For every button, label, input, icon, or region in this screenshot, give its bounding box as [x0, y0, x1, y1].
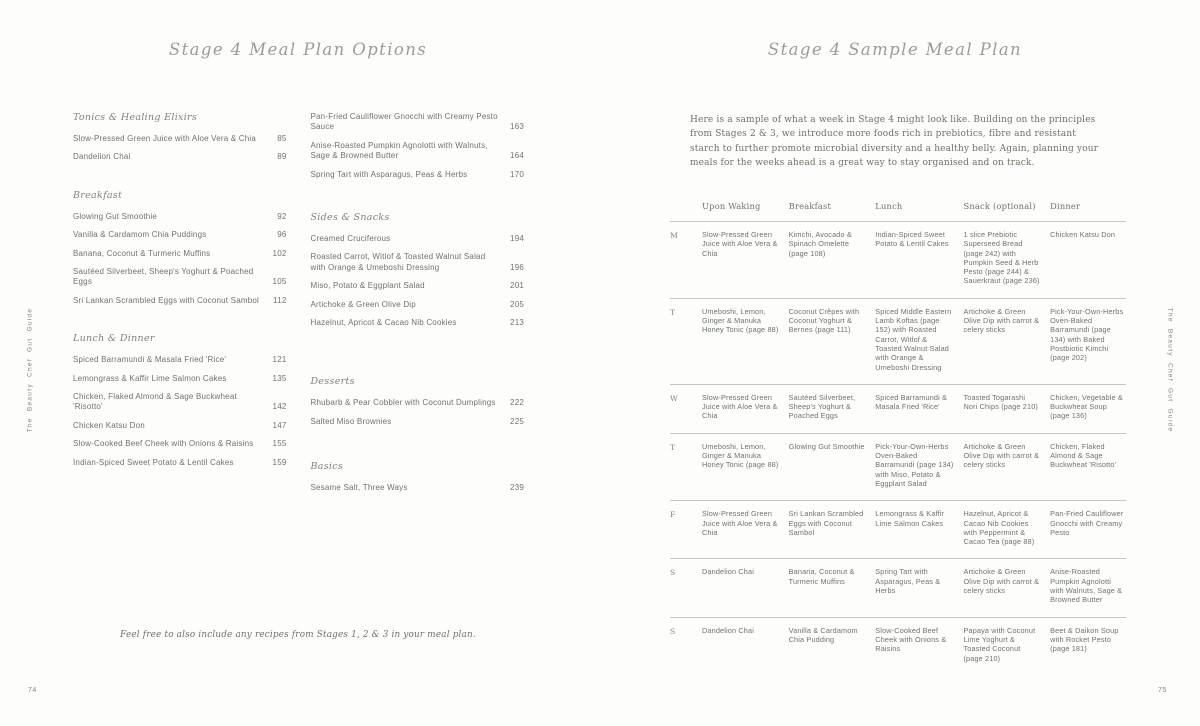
meal-cell: Dandelion Chai: [702, 625, 754, 635]
menu-item-name: Hazelnut, Apricot & Cacao Nib Cookies: [310, 318, 457, 328]
day-label: M: [670, 231, 678, 240]
footer-note: Feel free to also include any recipes from Stages 1, 2 & 3 in your meal plan.: [120, 630, 476, 640]
meal-cell: Artichoke & Green Olive Dip with carrot & celery sticks: [963, 306, 1040, 335]
meal-cell: Pick-Your-Own-Herbs Oven-Baked Barramundi (page 134) with Miso, Potato & Eggplant Salad: [875, 441, 954, 488]
day-label: T: [670, 307, 676, 317]
menu-item-name: Salted Miso Brownies: [310, 416, 392, 426]
menu-item-name: Sesame Salt, Three Ways: [310, 483, 408, 493]
menu-item-page-number: 170: [510, 169, 524, 179]
day-label: S: [670, 626, 676, 636]
section-heading: Desserts: [310, 376, 355, 388]
meal-cell: Banana, Coconut & Turmeric Muffins: [788, 567, 855, 586]
running-title-right: The Beauty Chef Gut Guide: [1166, 307, 1174, 433]
menu-item-page-number: 147: [272, 420, 287, 430]
menu-item-name: Dandelion Chai: [73, 152, 131, 162]
menu-item-page-number: 205: [510, 299, 524, 309]
meal-cell: Artichoke & Green Olive Dip with carrot & celery sticks: [963, 567, 1040, 596]
table-header-row: [670, 196, 1126, 221]
intro-paragraph: Here is a sample of what a week in Stage 4 might look like. Building on the principles from Stages 2 & 3, we introduce more foods rich in prebiotics, fibre and resistant starch to further promote microbial diversity and a healthy belly. Again, planning your meals for the weeks ahead is a great way to stay organised and on track.: [690, 115, 1099, 168]
menu-item: [311, 112, 525, 133]
meal-plan-options-list: [73, 112, 524, 502]
menu-item-name: Chicken Katsu Don: [73, 420, 145, 430]
meal-cell: Chicken, Flaked Almond & Sage Buckwheat 'Risotto': [1050, 441, 1117, 470]
meal-cell: Pick-Your-Own-Herbs Oven-Baked Barramundi (page 134) with Baked Postbiotic Kimchi (page 202): [1050, 306, 1124, 363]
menu-item-name: Chicken, Flaked Almond & Sage Buckwheat 'Risotto': [73, 392, 237, 412]
menu-item: [73, 355, 287, 365]
left-page-title: Stage 4 Meal Plan Options: [168, 40, 428, 59]
menu-item-page-number: 102: [272, 248, 287, 258]
meal-cell: Spiced Barramundi & Masala Fried 'Rice': [875, 392, 948, 412]
section-heading: Breakfast: [73, 189, 123, 201]
menu-section: [73, 190, 287, 306]
menu-item-name: Lemongrass & Kaffir Lime Salmon Cakes: [73, 373, 227, 383]
section-heading: Basics: [310, 461, 344, 473]
menu-item-name: Pan-Fried Cauliflower Gnocchi with Creamy Pesto Sauce: [310, 112, 498, 132]
meal-cell: Artichoke & Green Olive Dip with carrot & celery sticks: [963, 441, 1040, 470]
menu-item-page-number: 142: [272, 402, 287, 412]
menu-item-page-number: 135: [272, 373, 287, 383]
table-row: [670, 221, 1126, 298]
menu-item-name: Vanilla & Cardamom Chia Puddings: [73, 230, 207, 240]
menu-section: [311, 112, 525, 180]
menu-item: [311, 252, 525, 273]
meal-cell: Sri Lankan Scrambled Eggs with Coconut Sambol: [788, 509, 864, 537]
menu-item-name: Slow-Cooked Beef Cheek with Onions & Raisins: [73, 439, 254, 449]
menu-item: [73, 267, 287, 288]
day-label: W: [670, 393, 678, 403]
menu-section: [311, 376, 525, 427]
menu-item-page-number: 92: [277, 211, 287, 221]
menu-item: [73, 392, 287, 413]
menu-item-name: Miso, Potato & Eggplant Salad: [310, 281, 425, 291]
table-row: [670, 558, 1126, 616]
table-header-cell: Breakfast: [788, 201, 831, 211]
menu-item: [73, 212, 287, 222]
menu-section: [311, 212, 525, 328]
menu-item-name: Sautéed Silverbeet, Sheep's Yoghurt & Poached Eggs: [73, 267, 254, 287]
menu-item-name: Slow-Pressed Green Juice with Aloe Vera & Chia: [73, 134, 257, 143]
meal-cell: Chicken, Vegetable & Buckwheat Soup (page 136): [1050, 392, 1123, 421]
table-header-cell: Upon Waking: [702, 201, 761, 211]
menu-item-page-number: 163: [510, 122, 524, 132]
meal-cell: Spiced Middle Eastern Lamb Koftas (page 152) with Roasted Carrot, Witlof & Toasted Walnut Salad with Orange & Umeboshi Dressing: [875, 306, 952, 372]
day-label: S: [670, 568, 676, 578]
menu-item: [73, 249, 287, 259]
meal-cell: Vanilla & Cardamom Chia Pudding: [788, 625, 858, 644]
meal-cell: Chicken Katsu Don: [1050, 230, 1116, 239]
right-page-title: Stage 4 Sample Meal Plan: [767, 40, 1023, 59]
menu-item-page-number: 201: [510, 281, 524, 291]
menu-item-name: Banana, Coconut & Turmeric Muffins: [73, 248, 211, 258]
menu-item-name: Artichoke & Green Olive Dip: [310, 299, 416, 309]
menu-item-page-number: 112: [273, 295, 287, 305]
menu-item: [73, 296, 287, 306]
menu-item: [73, 152, 287, 162]
menu-item-page-number: 164: [510, 151, 524, 161]
meal-cell: Indian-Spiced Sweet Potato & Lentil Cakes: [875, 230, 949, 249]
section-heading: Lunch & Dinner: [73, 333, 155, 345]
meal-cell: Slow-Pressed Green Juice with Aloe Vera & Chia: [702, 230, 778, 258]
menu-section: [73, 333, 287, 468]
meal-cell: Slow-Pressed Green Juice with Aloe Vera & Chia: [702, 509, 778, 537]
meal-cell: Toasted Togarashi Nori Chips (page 210): [963, 392, 1039, 412]
menu-item-page-number: 89: [277, 152, 287, 162]
menu-item-page-number: 155: [272, 439, 287, 449]
meal-cell: Glowing Gut Smoothie: [788, 441, 865, 451]
menu-item-page-number: 159: [272, 457, 287, 467]
menu-item-page-number: 222: [510, 398, 524, 408]
menu-item: [311, 300, 525, 310]
meal-cell: Spring Tart with Asparagus, Peas & Herbs: [875, 567, 941, 596]
menu-item-name: Spiced Barramundi & Masala Fried 'Rice': [73, 355, 227, 365]
table-header-cell: Dinner: [1050, 201, 1081, 211]
menu-item-page-number: 194: [510, 234, 524, 244]
menu-item: [311, 234, 525, 244]
menu-item-name: Indian-Spiced Sweet Potato & Lentil Cakes: [73, 457, 234, 467]
menu-item-page-number: 225: [510, 416, 524, 426]
menu-item: [73, 421, 287, 431]
menu-item-name: Spring Tart with Asparagus, Peas & Herbs: [310, 169, 468, 179]
meal-cell: Slow-Cooked Beef Cheek with Onions & Raisins: [875, 625, 947, 654]
meal-cell: Beet & Daikon Soup with Rocket Pesto (page 181): [1050, 625, 1119, 654]
menu-item-page-number: 196: [510, 262, 524, 272]
page-number-left: 74: [28, 687, 37, 694]
menu-item-page-number: 85: [277, 134, 287, 143]
menu-item-page-number: 213: [510, 318, 524, 328]
table-row: [670, 500, 1126, 558]
menu-item: [311, 483, 525, 493]
menu-item: [73, 230, 287, 240]
day-column-spacer: [670, 201, 692, 212]
menu-column: [311, 112, 525, 502]
sample-meal-plan-table: [670, 196, 1126, 675]
menu-item: [311, 398, 525, 408]
table-header-cell: Snack (optional): [963, 201, 1036, 211]
menu-item-name: Creamed Cruciferous: [310, 234, 391, 244]
menu-section: [73, 112, 287, 163]
meal-cell: Slow-Pressed Green Juice with Aloe Vera & Chia: [702, 392, 778, 421]
menu-item: [311, 141, 525, 162]
table-row: [670, 384, 1126, 433]
menu-section: [311, 461, 525, 493]
table-row: [670, 617, 1126, 675]
meal-cell: Sautéed Silverbeet, Sheep's Yoghurt & Poached Eggs: [788, 392, 856, 421]
menu-item: [73, 134, 287, 144]
meal-cell: Coconut Crêpes with Coconut Yoghurt & Berries (page 111): [788, 306, 860, 335]
menu-item-name: Roasted Carrot, Witlof & Toasted Walnut Salad with Orange & Umeboshi Dressing: [310, 252, 486, 272]
meal-cell: Dandelion Chai: [702, 567, 754, 577]
day-label: T: [670, 442, 676, 452]
section-heading: Tonics & Healing Elixirs: [73, 112, 198, 123]
table-header-cell: Lunch: [875, 201, 903, 211]
menu-item: [311, 281, 525, 291]
meal-cell: Kimchi, Avocado & Spinach Omelette (page 108): [788, 230, 852, 258]
menu-item: [311, 170, 525, 180]
menu-item-page-number: 105: [272, 277, 287, 287]
meal-cell: Umeboshi, Lemon, Ginger & Manuka Honey Tonic (page 88): [702, 306, 779, 335]
meal-cell: Hazelnut, Apricot & Cacao Nib Cookies with Peppermint & Cacao Tea (page 88): [963, 509, 1035, 547]
meal-cell: Pan-Fried Cauliflower Gnocchi with Creamy Pesto: [1050, 509, 1124, 537]
meal-cell: Papaya with Coconut Lime Yoghurt & Toasted Coconut (page 210): [963, 625, 1036, 663]
running-title-left: The Beauty Chef Gut Guide: [26, 307, 34, 433]
meal-cell: Lemongrass & Kaffir Lime Salmon Cakes: [875, 509, 945, 528]
menu-item-name: Glowing Gut Smoothie: [73, 211, 158, 221]
menu-item-page-number: 121: [272, 355, 287, 365]
meal-cell: 1 slice Prebiotic Superseed Bread (page 242) with Pumpkin Seed & Herb Pesto (page 244) & Sauerkraut (page 236): [963, 230, 1040, 286]
menu-item: [73, 374, 287, 384]
menu-item-page-number: 96: [277, 230, 287, 240]
menu-item-name: Anise-Roasted Pumpkin Agnolotti with Walnuts, Sage & Browned Butter: [310, 140, 488, 161]
menu-item: [73, 439, 287, 449]
table-row: [670, 433, 1126, 500]
section-heading: Sides & Snacks: [310, 212, 390, 224]
day-label: F: [670, 510, 676, 520]
menu-column: [73, 112, 287, 502]
meal-cell: Anise-Roasted Pumpkin Agnolotti with Walnuts, Sage & Browned Butter: [1050, 567, 1123, 605]
page-number-right: 75: [1158, 687, 1167, 694]
menu-item: [311, 318, 525, 328]
menu-item: [311, 417, 525, 427]
meal-cell: Umeboshi, Lemon, Ginger & Manuka Honey Tonic (page 88): [702, 441, 779, 470]
menu-item-name: Rhubarb & Pear Cobbler with Coconut Dumplings: [310, 398, 496, 408]
menu-item-page-number: 239: [510, 483, 524, 493]
table-row: [670, 298, 1126, 384]
menu-item-name: Sri Lankan Scrambled Eggs with Coconut Sambol: [73, 295, 259, 305]
menu-item: [73, 458, 287, 468]
